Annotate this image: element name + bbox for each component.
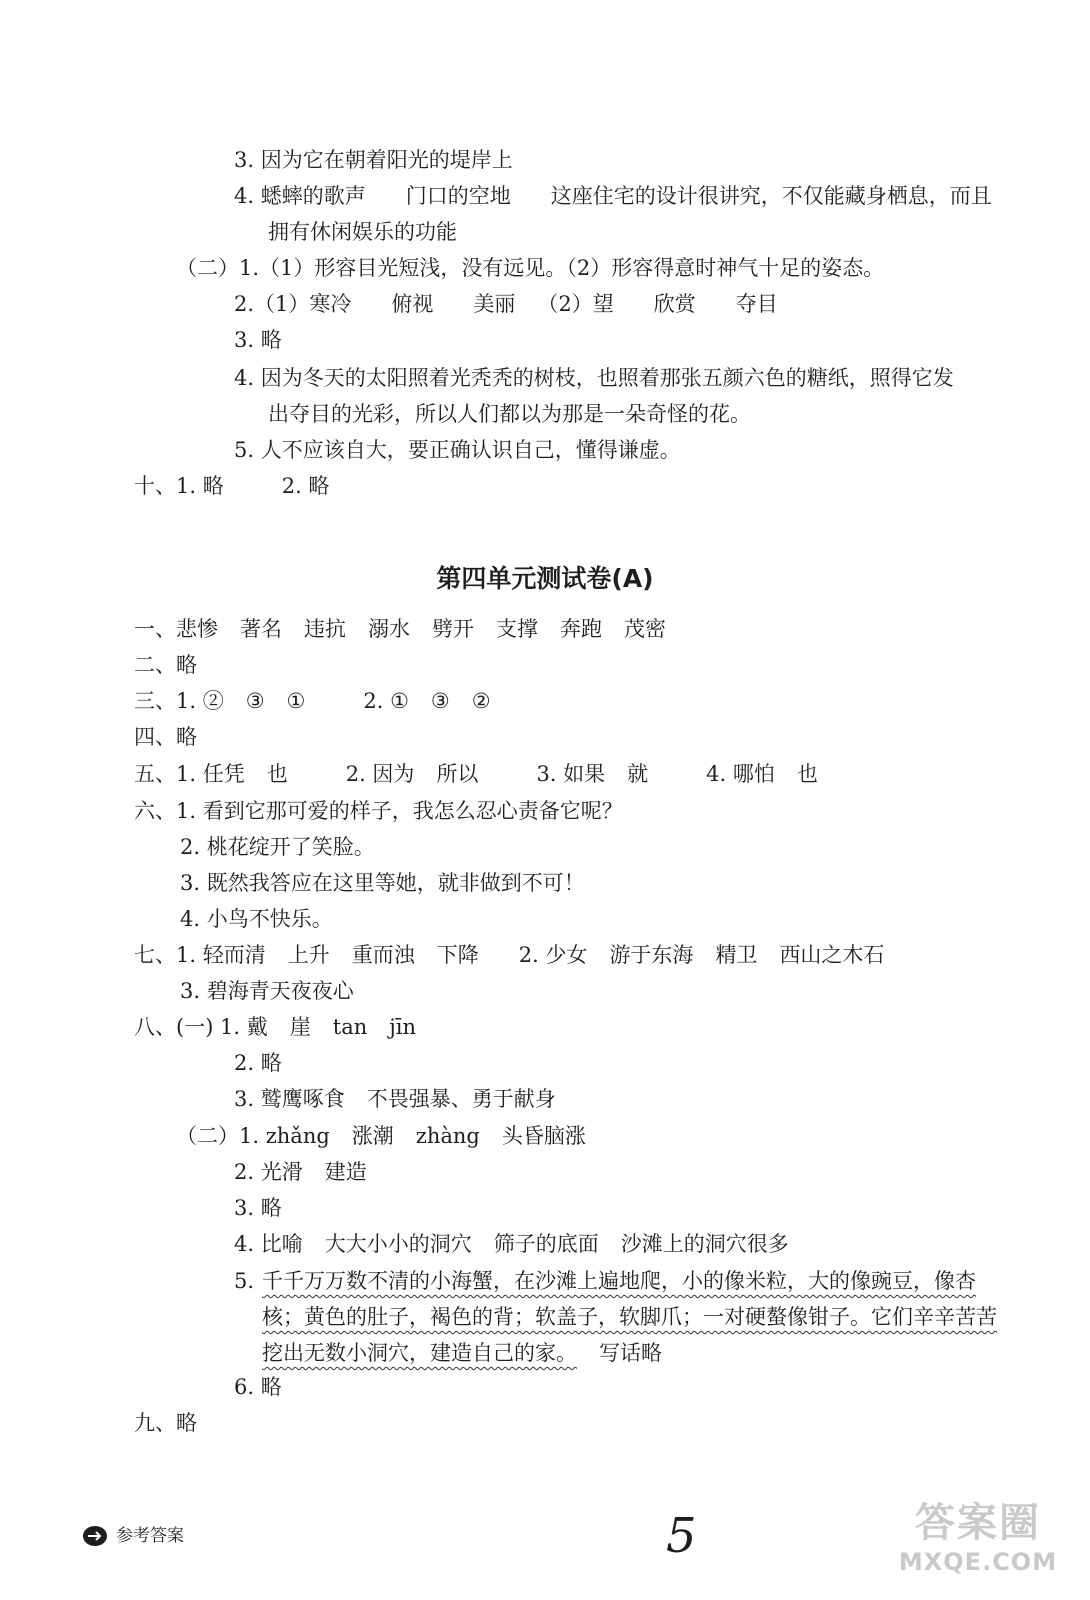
unit4-s8-2-5-tail: 写话略 <box>599 1341 662 1365</box>
unit4-s3-f: ② <box>471 689 491 713</box>
part2-q2-d: （2）望 <box>537 292 614 316</box>
unit4-s3-b: ③ <box>245 689 265 713</box>
part2-q1-b: （2）形容得意时神气十足的姿态。 <box>566 256 885 280</box>
part2-q3: 3. 略 <box>234 328 282 352</box>
watermark-title: 答案圈 <box>915 1500 1041 1546</box>
unit4-s8-2-5-line3 <box>262 1338 662 1368</box>
unit4-s7-h: 西山之木石 <box>779 943 885 967</box>
part2-q2-b: 俯视 <box>391 292 434 316</box>
unit4-s8-2-4-a: 4. 比喻 <box>234 1232 303 1256</box>
unit4-s8-2-5-line2: 核；黄色的肚子，褐色的背；软盖子，软脚爪；一对硬螯像钳子。它们辛辛苦苦 <box>262 1305 997 1329</box>
watermark-url: MXQE.COM <box>898 1548 1058 1576</box>
section-10-a: 十、1. 略 <box>134 474 224 498</box>
unit4-s8-2-3: 3. 略 <box>234 1196 282 1220</box>
unit4-s3-c: ① <box>286 689 306 713</box>
unit4-s1-w1: 著名 <box>240 617 282 641</box>
unit4-s3 <box>134 686 491 716</box>
unit4-s8-2-1-a: （二）1. zhǎng <box>176 1124 330 1148</box>
answer-q4-a: 4. 蟋蟀的歌声 <box>234 184 366 208</box>
unit4-s5-b: 也 <box>266 762 288 786</box>
part2-q5: 5. 人不应该自大，要正确认识自己，懂得谦虚。 <box>234 438 681 462</box>
unit4-s1-w2: 违抗 <box>304 617 346 641</box>
unit4-s8-1-1-d: jīn <box>389 1015 417 1039</box>
part2-q1-a: （二）1.（1）形容目光短浅，没有远见。 <box>176 256 567 280</box>
unit4-s7-f: 游于东海 <box>609 943 694 967</box>
unit4-s9: 九、略 <box>134 1411 197 1435</box>
part2-q2-a: 2.（1）寒冷 <box>234 292 352 316</box>
unit4-s8-2-4 <box>234 1229 789 1259</box>
watermark <box>878 1498 1078 1576</box>
unit4-s1-w6: 奔跑 <box>560 617 602 641</box>
unit4-s1 <box>134 614 666 644</box>
unit4-s8-1-1 <box>134 1012 416 1042</box>
part2-q1 <box>176 253 884 283</box>
unit4-s1-w4: 劈开 <box>432 617 474 641</box>
unit4-s4: 四、略 <box>134 725 197 749</box>
answer-q3: 3. 因为它在朝着阳光的堤岸上 <box>234 148 513 172</box>
unit4-s8-2-4-c: 筛子的底面 <box>493 1232 599 1256</box>
unit4-s8-2-1-b: 涨潮 <box>351 1124 394 1148</box>
unit4-s1-w0: 一、悲惨 <box>134 617 218 641</box>
unit4-s8-1-3 <box>234 1084 556 1114</box>
unit4-s8-2-2-a: 2. 光滑 <box>234 1160 303 1184</box>
unit4-s8-1-3-b: 不畏强暴、勇于献身 <box>366 1087 556 1111</box>
unit4-s8-2-5-number: 5. <box>234 1269 255 1293</box>
unit4-s1-w3: 溺水 <box>368 617 410 641</box>
arrow-icon <box>82 1525 108 1547</box>
unit4-s8-2-6: 6. 略 <box>234 1375 282 1399</box>
unit4-s8-1-1-a: 八、(一) 1. 戴 <box>134 1015 268 1039</box>
unit4-s3-d: 2. ① <box>363 689 409 713</box>
unit4-s3-a: 三、1. ② <box>134 689 224 713</box>
unit4-s5-h: 也 <box>796 762 818 786</box>
unit4-s2: 二、略 <box>134 653 197 677</box>
unit4-s8-2-2-b: 建造 <box>324 1160 367 1184</box>
unit4-s8-2-1 <box>176 1121 586 1151</box>
unit4-s6-3: 3. 既然我答应在这里等她，就非做到不可！ <box>180 871 585 895</box>
unit4-s5-e: 3. 如果 <box>536 762 606 786</box>
unit4-s8-2-4-d: 沙滩上的洞穴很多 <box>620 1232 789 1256</box>
unit4-s6-4: 4. 小鸟不快乐。 <box>180 907 333 931</box>
part2-q2-e: 欣赏 <box>653 292 696 316</box>
unit4-s8-1-2: 2. 略 <box>234 1051 282 1075</box>
unit4-s5-g: 4. 哪怕 <box>706 762 775 786</box>
unit4-s8-2-5-line3-text: 挖出无数小洞穴，建造自己的家。 <box>262 1341 577 1365</box>
part2-q2 <box>234 289 778 319</box>
unit4-s8-2-1-d: 头昏脑涨 <box>501 1124 586 1148</box>
unit4-s8-2-4-b: 大大小小的洞穴 <box>324 1232 472 1256</box>
unit4-s7-g: 精卫 <box>715 943 758 967</box>
unit4-s7-1 <box>134 940 884 970</box>
unit4-s8-2-5-line1: 千千万万数不清的小海蟹，在沙滩上遍地爬，小的像米粒，大的像豌豆，像杏 <box>262 1269 976 1293</box>
unit4-s7-a: 七、1. 轻而清 <box>134 943 266 967</box>
part2-q4-continued: 出夺目的光彩，所以人们都以为那是一朵奇怪的花。 <box>268 402 751 426</box>
unit4-s5-c: 2. 因为 <box>345 762 415 786</box>
answer-q4-b: 门口的空地 <box>405 184 511 208</box>
unit4-s7-3: 3. 碧海青天夜夜心 <box>180 979 354 1003</box>
unit4-s8-1-3-a: 3. 鹫鹰啄食 <box>234 1087 345 1111</box>
unit4-s7-b: 上升 <box>287 943 330 967</box>
unit4-s8-1-1-b: 崖 <box>289 1015 311 1039</box>
unit4-s5-f: 就 <box>627 762 649 786</box>
unit4-s5-a: 五、1. 任凭 <box>134 762 245 786</box>
unit4-s7-d: 下降 <box>436 943 479 967</box>
page-title: 第四单元测试卷(A) <box>436 564 654 593</box>
unit4-s1-w7: 茂密 <box>624 617 666 641</box>
unit4-s6-1: 六、1. 看到它那可爱的样子，我怎么忍心责备它呢？ <box>134 799 623 823</box>
unit4-s3-e: ③ <box>430 689 450 713</box>
answer-q4-continued: 拥有休闲娱乐的功能 <box>268 220 457 244</box>
unit4-s8-2-1-c: zhàng <box>415 1124 480 1148</box>
unit4-s7-e: 2. 少女 <box>518 943 588 967</box>
part2-q2-f: 夺目 <box>735 292 778 316</box>
unit4-s8-2-2 <box>234 1157 367 1187</box>
unit4-s7-c: 重而浊 <box>351 943 415 967</box>
unit4-s6-2: 2. 桃花绽开了笑脸。 <box>180 835 375 859</box>
unit4-s5 <box>134 759 818 789</box>
section-10 <box>134 471 329 501</box>
unit4-s5-d: 所以 <box>436 762 479 786</box>
answer-q4-c: 这座住宅的设计很讲究，不仅能藏身栖息，而且 <box>550 184 992 208</box>
part2-q4: 4. 因为冬天的太阳照着光秃秃的树枝，也照着那张五颜六色的糖纸，照得它发 <box>234 366 954 390</box>
unit4-s1-w5: 支撑 <box>496 617 538 641</box>
footer-label: 参考答案 <box>116 1526 184 1546</box>
section-10-b: 2. 略 <box>281 474 330 498</box>
answer-q4 <box>234 181 992 211</box>
unit4-s8-1-1-c: tan <box>332 1015 368 1039</box>
part2-q2-c: 美丽 <box>473 292 516 316</box>
page-number: 5 <box>666 1508 697 1564</box>
